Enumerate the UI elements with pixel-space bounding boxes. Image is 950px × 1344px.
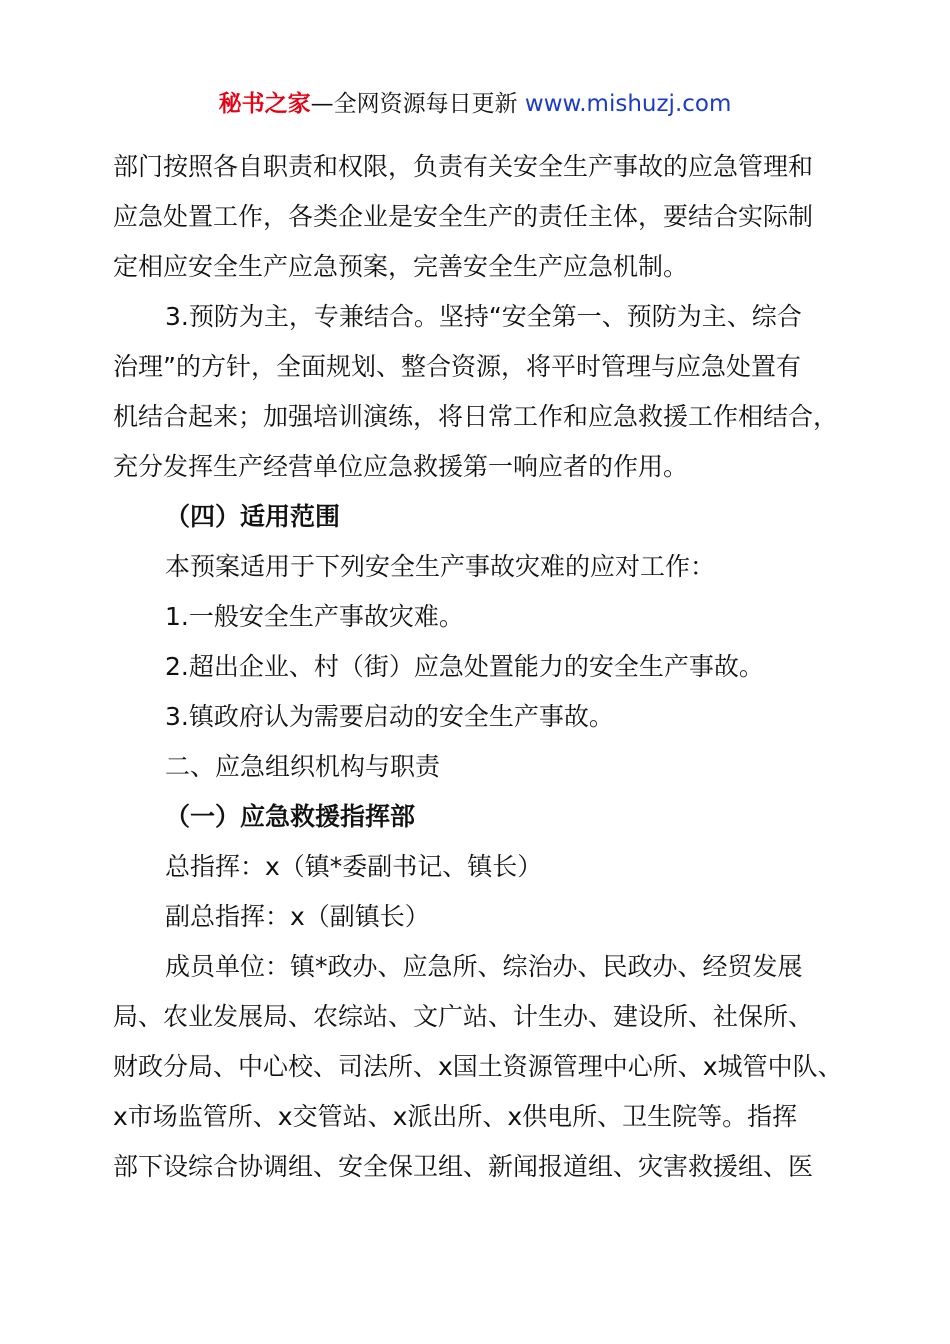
header-tagline: —全网资源每日更新 xyxy=(310,91,525,117)
paragraph-line: 定相应安全生产应急预案，完善安全生产应急机制。 xyxy=(113,252,689,281)
paragraph-line: 财政分局、中心校、司法所、x国土资源管理中心所、x城管中队、 xyxy=(113,1052,843,1081)
paragraph-line: 应急处置工作，各类企业是安全生产的责任主体，要结合实际制 xyxy=(113,202,814,231)
paragraph-line: 局、农业发展局、农综站、文广站、计生办、建设所、社保所、 xyxy=(113,1002,814,1031)
list-item: 3.镇政府认为需要启动的安全生产事故。 xyxy=(165,702,614,731)
header-brand: 秘书之家 xyxy=(218,91,311,117)
document-body xyxy=(113,142,853,1192)
paragraph-line: 部门按照各自职责和权限，负责有关安全生产事故的应急管理和 xyxy=(113,152,814,181)
paragraph-line: 充分发挥生产经营单位应急救援第一响应者的作用。 xyxy=(113,452,689,481)
paragraph-line: 治理”的方针，全面规划、整合资源，将平时管理与应急处置有 xyxy=(113,352,801,381)
paragraph-line: 机结合起来；加强培训演练，将日常工作和应急救援工作相结合， xyxy=(113,402,839,431)
paragraph-line: x市场监管所、x交管站、x派出所、x供电所、卫生院等。指挥 xyxy=(113,1102,798,1131)
paragraph-line: 本预案适用于下列安全生产事故灾难的应对工作： xyxy=(165,552,716,581)
header-url-link[interactable]: www.mishuzj.com xyxy=(524,91,732,117)
paragraph-line: 总指挥：x（镇*委副书记、镇长） xyxy=(165,852,543,881)
site-header xyxy=(0,88,950,120)
paragraph-line: 成员单位：镇*政办、应急所、综治办、民政办、经贸发展 xyxy=(165,952,803,981)
list-item: 1.一般安全生产事故灾难。 xyxy=(165,602,464,631)
list-item: 2.超出企业、村（街）应急处置能力的安全生产事故。 xyxy=(165,652,764,681)
paragraph-line: 副总指挥：x（副镇长） xyxy=(165,902,430,931)
section-heading: 二、应急组织机构与职责 xyxy=(165,752,441,781)
paragraph-line: 3.预防为主，专兼结合。坚持“安全第一、预防为主、综合 xyxy=(165,302,802,331)
section-heading: （一）应急救援指挥部 xyxy=(165,802,416,831)
section-heading: （四）适用范围 xyxy=(165,502,341,531)
paragraph-line: 部下设综合协调组、安全保卫组、新闻报道组、灾害救援组、医 xyxy=(113,1152,814,1181)
